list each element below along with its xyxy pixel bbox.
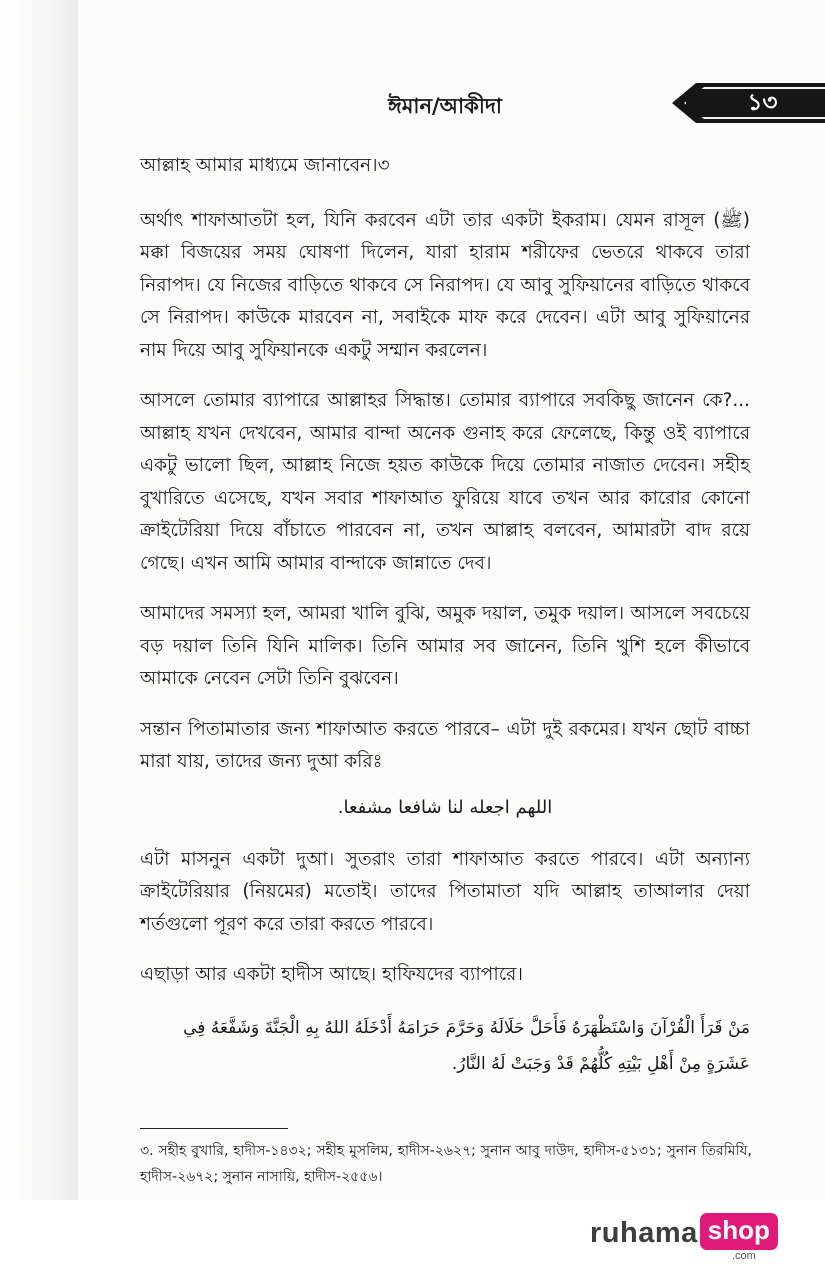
paragraph: এছাড়া আর একটা হাদীস আছে। হাফিযদের ব্যাপারে। [140, 964, 523, 985]
arabic-hadith: مَنْ قَرَأَ الْقُرْآنَ وَاسْتَظْهَرَهُ فَأَحَلَّ حَلَالَهُ وَحَرَّمَ حَرَامَهُ أَدْخَلَهُ اللهُ بِهِ الْجَنَّةَ وَشَفَّعَهُ فِي عَشَرَةٍ مِنْ أَهْلِ بَيْتِهِ كُلُّهُمْ قَدْ وَجَبَتْ لَهُ النَّارُ. [183, 1017, 750, 1074]
paragraph: সন্তান পিতামাতার জন্য শাফাআত করতে পারবে– এটা দুই রকমের। যখন ছোট বাচ্চা মারা যায়, তাদের জন্য দুআ করিঃ [140, 718, 750, 772]
paragraph: আল্লাহ আমার মাধ্যমে জানাবেন।৩ [140, 155, 390, 176]
logo-text: ruhama [590, 1217, 698, 1249]
paragraph: অর্থাৎ শাফাআতটা হল, যিনি করবেন এটা তার একটা ইকরাম। যেমন রাসূল (ﷺ) মক্কা বিজয়ের সময় ঘোষণা দিলেন, যারা হারাম শরীফের ভেতরে থাকবে তারা নিরাপদ। যে নিজের বাড়িতে থাকবে সে নিরাপদ। যে আবু সুফিয়ানের বাড়িতে থাকবে সে নিরাপদ। কাউকে মারবেন না, সবাইকে মাফ করে দেবেন। এটা আবু সুফিয়ানের নাম দিয়ে আবু সুফিয়ানকে একটু সম্মান করলেন। [140, 209, 750, 361]
publisher-logo [590, 1213, 778, 1263]
paragraph: আসলে তোমার ব্যাপারে আল্লাহর সিদ্ধান্ত। তোমার ব্যাপারে সবকিছু জানেন কে?... আল্লাহ যখন দেখবেন, আমার বান্দা অনেক গুনাহ করে ফেলেছে, কিন্তু ওই ব্যাপারে একটু ভালো ছিল, আল্লাহ নিজে হয়ত কাউকে দিয়ে তোমার নাজাত দেবেন। সহীহ বুখারিতে এসেছে, যখন সবার শাফাআত ফুরিয়ে যাবে তখন আর কারোর কোনো ক্রাইটেরিয়া দিয়ে বাঁচাতে পারবেন না, তখন আল্লাহ বলবেন, আমারটা বাদ রয়ে গেছে। এখন আমি আমার বান্দাকে জান্নাতে দেব। [140, 390, 750, 574]
logo-shop-badge: shop [700, 1213, 778, 1250]
logo-domain: .com [732, 1250, 756, 1262]
footnote: ৩. সহীহ বুখারি, হাদীস-১৪৩২; সহীহ মুসলিম, হাদীস-২৬২৭; সুনান আবু দাউদ, হাদীস-৫১৩১; সুনান তিরমিযি, হাদীস-২৬৭২; সুনান নাসায়ি, হাদীস-২৫৫৬। [140, 1143, 752, 1185]
paragraph: এটা মাসনুন একটা দুআ। সুতরাং তারা শাফাআত করতে পারবে। এটা অন্যান্য ক্রাইটেরিয়ার (নিয়মের) মতোই। তাদের পিতামাতা যদি আল্লাহ তাআলার দেয়া শর্তগুলো পূরণ করে তারা করতে পারবে। [140, 848, 750, 935]
page-body [140, 150, 750, 1082]
running-header-title: ঈমান/আকীদা [388, 94, 502, 118]
footnote-divider [140, 1128, 288, 1129]
arabic-dua: اللهم اجعله لنا شافعا مشفعا. [337, 796, 553, 818]
page-number: ১৩ [747, 90, 778, 116]
paragraph: আমাদের সমস্যা হল, আমরা খালি বুঝি, অমুক দয়াল, তমুক দয়াল। আসলে সবচেয়ে বড় দয়াল তিনি যিনি মালিক। তিনি আমার সব জানেন, তিনি খুশি হলে কীভাবে আমাকে নেবেন সেটা তিনি বুঝবেন। [140, 603, 750, 689]
page-gutter-shadow [0, 0, 78, 1200]
